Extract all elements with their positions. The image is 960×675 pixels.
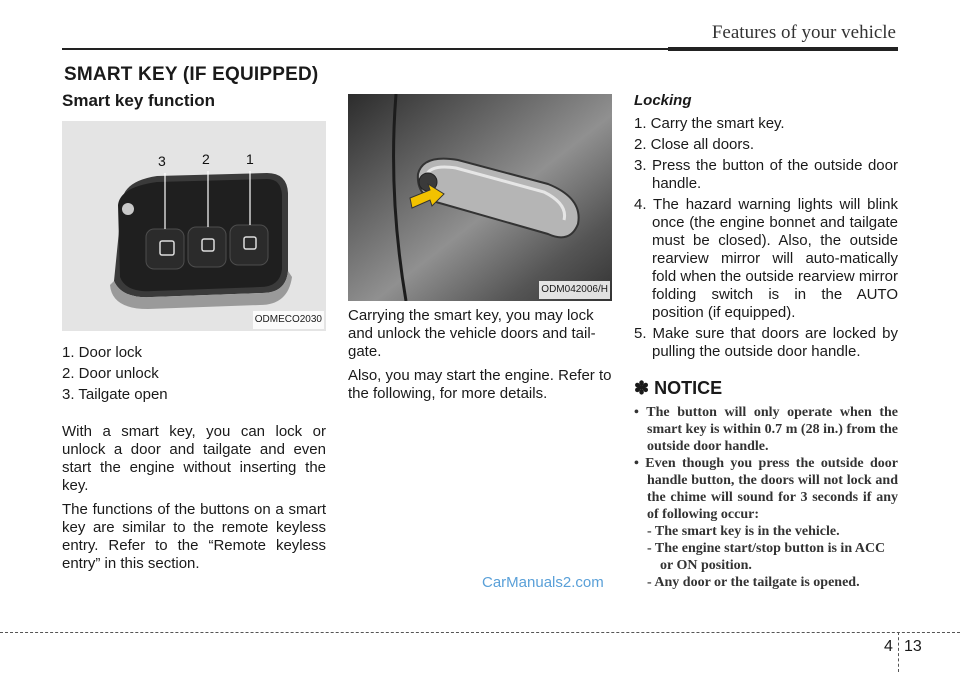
list-item: 1. Door lock (62, 344, 143, 361)
step-item: 3. Press the button of the outside door handle. (634, 157, 898, 192)
notice-item: • Even though you press the outside door handle button, the doors will not lock and the chime will sound for 3 seconds if any of following occur: (634, 456, 898, 522)
paragraph: With a smart key, you can lock or unlock a door and tailgate and even start the engine without inserting the key. (62, 423, 326, 494)
header-rule-accent (668, 47, 898, 51)
paragraph: Carrying the smart key, you may lock and unlock the vehicle doors and tail-gate. (348, 307, 596, 360)
footer-separator (898, 632, 899, 672)
column-1 (62, 92, 326, 579)
step-item: 2. Close all doors. (634, 136, 755, 153)
paragraph: Also, you may start the engine. Refer to the following, for more details. (348, 367, 612, 402)
button-list (62, 344, 326, 404)
door-handle-figure (348, 94, 612, 301)
smart-key-figure (62, 121, 326, 331)
callout-2: 2 (202, 151, 210, 167)
notice-item: • The button will only operate when the smart key is within 0.7 m (28 in.) from the outside door handle. (634, 405, 898, 454)
footer-rule (0, 632, 960, 633)
notice-heading (634, 379, 898, 397)
step-item: 1. Carry the smart key. (634, 115, 785, 132)
notice-subitem: - The smart key is in the vehicle. (647, 524, 840, 539)
notice-title: NOTICE (654, 378, 723, 398)
smart-key-function-heading: Smart key function (62, 91, 216, 110)
column-3 (634, 92, 898, 591)
notice-subitem: - Any door or the tailgate is opened. (647, 575, 860, 590)
step-item: 4. The hazard warning lights will blink once (the engine bonnet and tailgate must be closed). Also, the outside rearview mirror will auto-matically fold when the outside rearview mirror folding switch is in the AUTO position (if equipped). (634, 196, 898, 321)
page-number: 13 (904, 638, 922, 655)
chapter-number: 4 (884, 638, 893, 655)
column-2 (348, 94, 612, 409)
main-heading: SMART KEY (IF EQUIPPED) (64, 64, 319, 85)
step-item: 5. Make sure that doors are locked by pulling the outside door handle. (634, 325, 898, 360)
notice-subitem: - The engine start/stop button is in ACC or ON position. (647, 541, 886, 573)
locking-heading: Locking (634, 92, 692, 109)
paragraph: The functions of the buttons on a smart key are similar to the remote keyless entry. Refer to the “Remote keyless entry” in this section. (62, 501, 326, 572)
figure-caption: ODM042006/H (539, 281, 610, 299)
list-item: 2. Door unlock (62, 365, 159, 382)
locking-steps (634, 115, 898, 361)
notice-list (634, 404, 898, 523)
smart-key-illustration (62, 121, 326, 331)
notice-subitems (634, 523, 898, 591)
watermark: CarManuals2.com (482, 574, 604, 591)
door-handle-illustration (348, 94, 612, 301)
notice-icon: ✽ (634, 378, 650, 398)
callout-1: 1 (246, 151, 254, 167)
list-item: 3. Tailgate open (62, 386, 168, 403)
callout-3: 3 (158, 153, 166, 169)
figure-caption: ODMECO2030 (253, 311, 324, 329)
section-title: Features of your vehicle (711, 22, 896, 43)
